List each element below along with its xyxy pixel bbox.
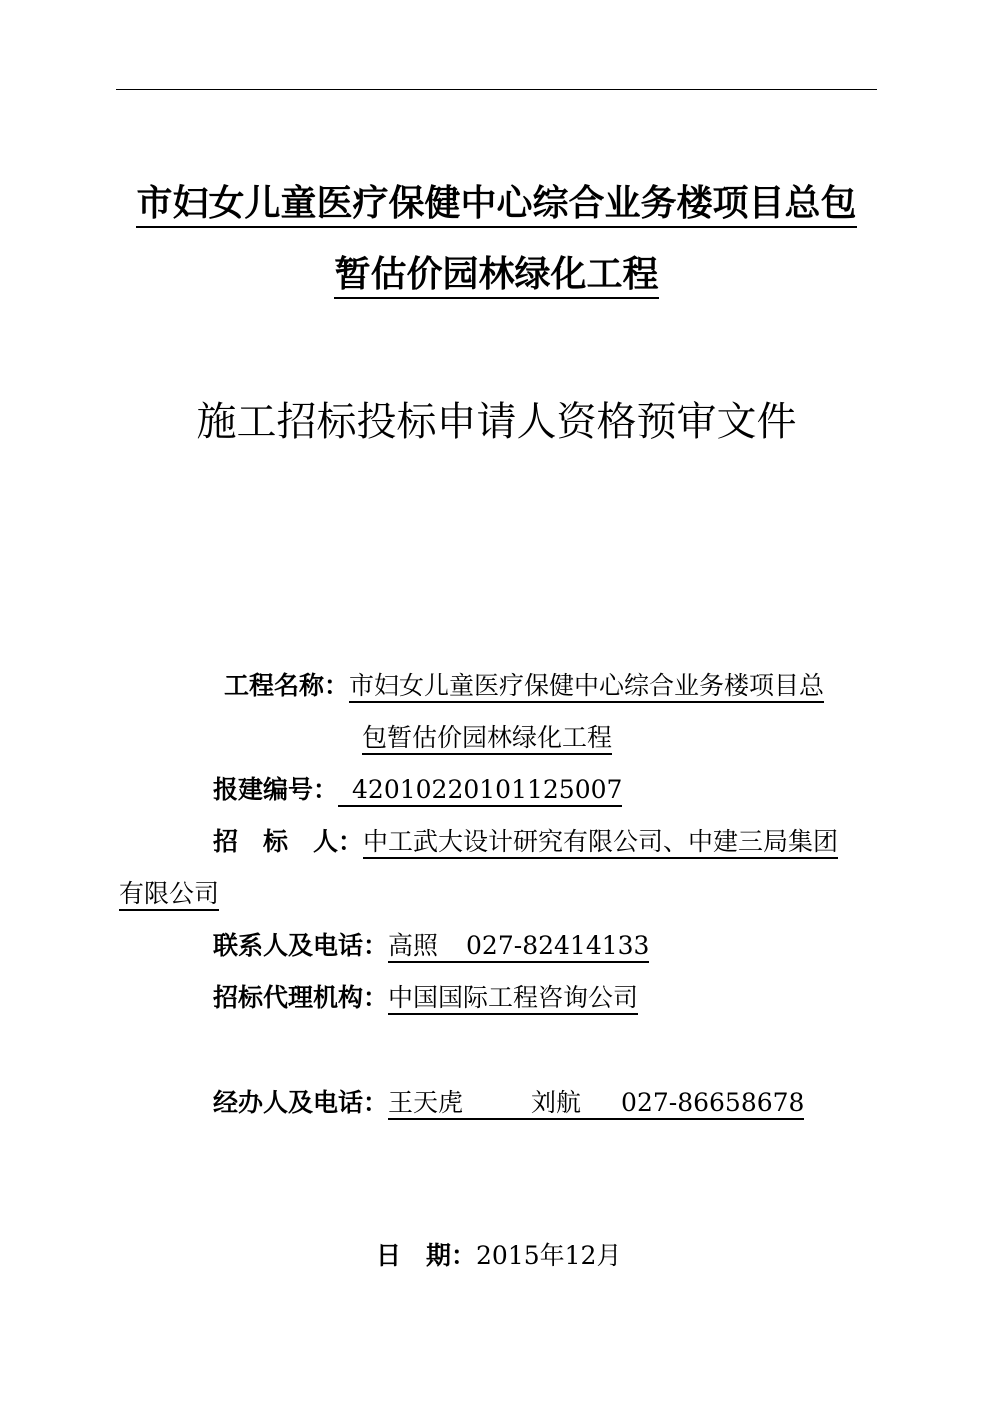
date-label: 日 期：: [376, 1241, 477, 1270]
contact-label: 联系人及电话：: [213, 931, 389, 960]
project-title-line-2: 暂估价园林绿化工程: [0, 253, 993, 296]
agency-value: 中国国际工程咨询公司: [388, 983, 638, 1015]
handler-name-1: 王天虎: [388, 1088, 464, 1117]
handler-value: [388, 1088, 804, 1120]
registration-row: [213, 775, 622, 805]
contact-row: [213, 931, 649, 961]
project-name-value-1: 市妇女儿童医疗保健中心综合业务楼项目总: [349, 671, 824, 703]
handler-name-2: 刘航: [531, 1088, 582, 1117]
agency-label: 招标代理机构：: [213, 983, 389, 1012]
project-name-row-2: [362, 723, 612, 753]
registration-value: 42010220101125007: [338, 775, 622, 807]
tenderer-label: 招 标 人：: [213, 827, 364, 856]
date-row: [376, 1241, 621, 1271]
project-title-line-1: 市妇女儿童医疗保健中心综合业务楼项目总包: [0, 182, 993, 225]
document-type-heading: 施工招标投标申请人资格预审文件: [196, 399, 797, 445]
tenderer-value-1: 中工武大设计研究有限公司、中建三局集团: [363, 827, 838, 859]
agency-row: [213, 983, 638, 1013]
contact-phone: 027-82414133: [466, 931, 650, 960]
tenderer-row-2: [119, 879, 219, 909]
handler-phone: 027-86658678: [621, 1088, 805, 1117]
handler-label: 经办人及电话：: [213, 1088, 389, 1117]
tenderer-value-2: 有限公司: [119, 879, 219, 911]
project-name-value-2: 包暂估价园林绿化工程: [362, 723, 612, 755]
tenderer-row: [213, 827, 838, 857]
contact-value: [388, 931, 649, 963]
project-name-label: 工程名称：: [224, 671, 350, 700]
handler-row: [213, 1088, 804, 1118]
date-value: 2015年12月: [476, 1241, 622, 1270]
header-rule: [116, 89, 877, 90]
contact-name: 高照: [388, 931, 439, 960]
project-name-row: [224, 671, 824, 701]
registration-label: 报建编号：: [213, 775, 339, 804]
